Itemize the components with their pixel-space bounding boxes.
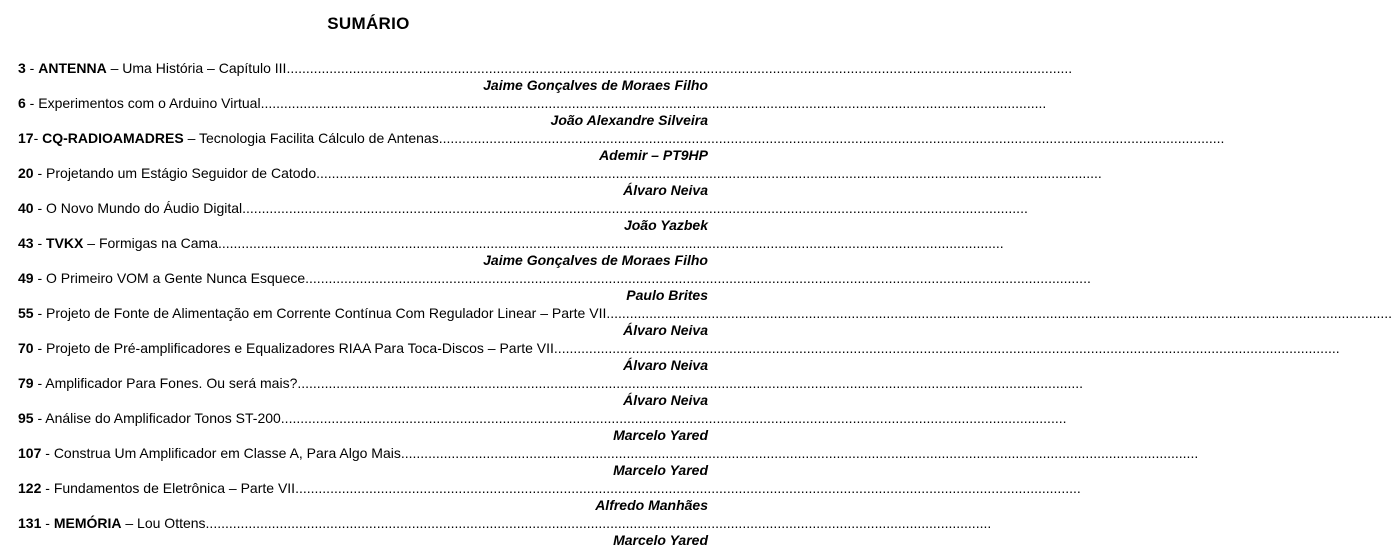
article-title: – Lou Ottens [121,515,206,531]
article-author: Marcelo Yared [613,427,708,443]
page-number: 3 [18,60,26,76]
toc-entry-line [18,270,1091,287]
article-title: Projetando um Estágio Seguidor de Catodo [46,165,317,181]
article-title: Projeto de Fonte de Alimentação em Corrente Contínua Com Regulador Linear – Parte VII [46,305,607,321]
article-author: Alfredo Manhães [595,497,708,513]
toc-entry[interactable] [18,235,1004,270]
dot-leader: .......................................................................................................................................................................................................... [260,95,1047,111]
page-number: 122 [18,480,42,496]
article-author: Álvaro Neiva [623,322,708,338]
page-number: 17 [18,130,34,146]
dot-leader: .......................................................................................................................................................................................................... [242,200,1028,216]
article-author: Álvaro Neiva [623,357,708,373]
toc-entry[interactable] [18,270,1091,305]
article-title: – Formigas na Cama [83,235,218,251]
article-title: O Primeiro VOM a Gente Nunca Esquece [46,270,306,286]
separator: - [41,515,54,531]
article-title: Amplificador Para Fones. Ou será mais? [45,375,298,391]
separator: - [25,60,39,76]
toc-entry-line [18,480,1081,497]
toc-entry[interactable] [18,375,1084,410]
dot-leader: .......................................................................................................................................................................................................... [305,270,1091,286]
section-name: MEMÓRIA [53,515,122,531]
toc-entry[interactable] [18,200,1028,235]
toc-entry[interactable] [18,165,1102,200]
separator: - [33,410,46,426]
dot-leader: .......................................................................................................................................................................................................... [280,410,1067,426]
toc-entry-line [18,340,1340,357]
toc-entry-line [18,130,1225,147]
toc-entry[interactable] [18,480,1081,515]
separator: - [33,270,47,286]
article-author: Jaime Gonçalves de Moraes Filho [483,77,708,93]
separator: - [33,165,47,181]
table-of-contents [18,60,1392,550]
toc-entry[interactable] [18,445,1199,480]
article-title: – Uma História – Capítulo III [106,60,287,76]
separator: - [41,445,54,461]
separator: - [33,200,47,216]
article-author: Marcelo Yared [613,462,708,478]
article-author: Álvaro Neiva [623,182,708,198]
toc-entry[interactable] [18,95,1047,130]
toc-entry[interactable] [18,515,992,550]
dot-leader: .......................................................................................................................................................................................................... [412,445,1199,461]
toc-entry-line [18,515,992,532]
article-author: Paulo Brites [626,287,708,303]
toc-entry[interactable] [18,130,1225,165]
toc-entry-line [18,305,1392,322]
toc-entry-line [18,375,1084,392]
separator: - [33,375,46,391]
page-number: 43 [18,235,34,251]
toc-entry-line [18,60,1073,77]
page-number: 20 [18,165,34,181]
toc-entry-line [18,165,1102,182]
separator: - [33,235,47,251]
article-title: Construa Um Amplificador em Classe A, Para Algo Mais... [53,445,413,461]
toc-entry-line [18,95,1047,112]
article-author: Álvaro Neiva [623,392,708,408]
article-title: Experimentos com o Arduino Virtual [38,95,261,111]
article-title: Projeto de Pré-amplificadores e Equalizadores RIAA Para Toca-Discos – Parte VII [46,340,554,356]
dot-leader: .......................................................................................................................................................................................................... [316,165,1102,181]
dot-leader: .......................................................................................................................................................................................................... [297,375,1084,391]
toc-entry-line [18,235,1004,252]
page-number: 79 [18,375,34,391]
article-author: João Yazbek [623,217,708,233]
article-title: – Tecnologia Facilita Cálculo de Antenas [183,130,439,146]
toc-entry[interactable] [18,410,1067,445]
dot-leader: .......................................................................................................................................................................................................... [217,235,1004,251]
page-number: 70 [18,340,34,356]
page-number: 95 [18,410,34,426]
separator: - [33,340,47,356]
separator: - [33,130,43,146]
dot-leader: .......................................................................................................................................................................................................... [438,130,1225,146]
section-name: TVKX [46,235,84,251]
section-name: CQ-RADIOAMADRES [42,130,184,146]
dot-leader: .......................................................................................................................................................................................................... [205,515,992,531]
page-number: 131 [18,515,42,531]
article-author: Marcelo Yared [613,532,708,548]
article-title: Análise do Amplificador Tonos ST-200 [45,410,281,426]
article-title: Fundamentos de Eletrônica – Parte VII [53,480,296,496]
section-name: ANTENNA [38,60,107,76]
page-title: SUMÁRIO [327,14,410,33]
page-number: 107 [18,445,42,461]
article-author: Ademir – PT9HP [599,147,708,163]
separator: - [41,480,54,496]
page-number: 49 [18,270,34,286]
toc-entry[interactable] [18,305,1392,340]
separator: - [25,95,39,111]
toc-entry-line [18,445,1199,462]
article-author: Jaime Gonçalves de Moraes Filho [483,252,708,268]
dot-leader: .......................................................................................................................................................................................................... [295,480,1081,496]
dot-leader: .......................................................................................................................................................................................................... [553,340,1340,356]
page-number: 55 [18,305,34,321]
page-number: 40 [18,200,34,216]
dot-leader: .......................................................................................................................................................................................................... [606,305,1392,321]
toc-entry[interactable] [18,60,1073,95]
toc-entry-line [18,410,1067,427]
dot-leader: .......................................................................................................................................................................................................... [286,60,1073,76]
article-author: João Alexandre Silveira [550,112,708,128]
page-number: 6 [18,95,26,111]
article-title: O Novo Mundo do Áudio Digital [46,200,243,216]
toc-entry[interactable] [18,340,1340,375]
separator: - [33,305,47,321]
toc-entry-line [18,200,1028,217]
